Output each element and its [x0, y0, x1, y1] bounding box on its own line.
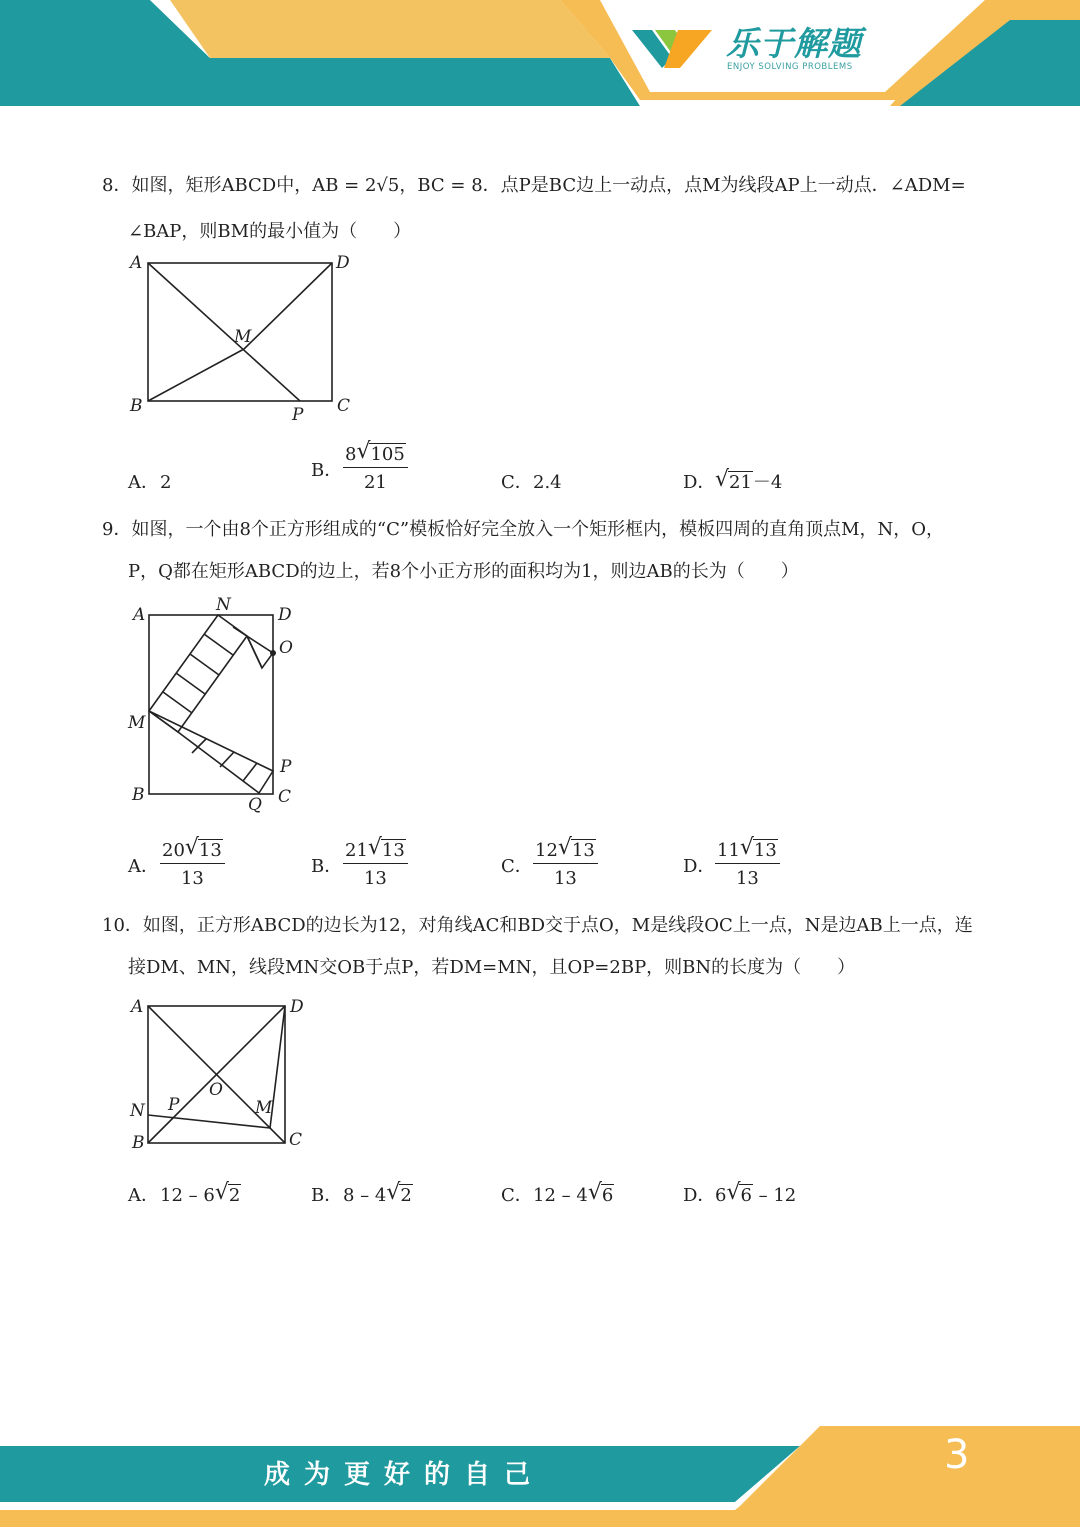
q9-label-c: C — [278, 787, 292, 807]
q8-label-c: C — [337, 396, 351, 416]
logo-subtitle: ENJOY SOLVING PROBLEMS — [727, 62, 853, 72]
q10-label-p: P — [168, 1095, 180, 1115]
q9-line2: P，Q都在矩形ABCD的边上，若8个小正方形的面积均为1，则边AB的长为（ ） — [128, 561, 799, 582]
q9-label-d: D — [278, 605, 292, 625]
header-banner — [0, 0, 1080, 115]
q9-option-d: D． $\frac{11√ 13}{13}$ — [683, 840, 780, 889]
q8-option-b: B． $\frac{8√ 105}{21}$ — [311, 444, 408, 493]
q9-label-b: B — [132, 785, 145, 805]
q8-label-m: M — [234, 327, 252, 347]
q9-label-o: O — [279, 638, 293, 658]
q10-option-b: B．8 – 4√ 2 — [311, 1181, 413, 1207]
q8-option-d: D．√ 21－4 — [683, 468, 782, 494]
q10-label-b: B — [132, 1133, 145, 1153]
q10-option-d: D．6√ 6 – 12 — [683, 1181, 796, 1207]
q8-line1: 8．如图，矩形ABCD中，AB = 2√5，BC = 8．点P是BC边上一动点，点M为线段AP上一动点．∠ADM= — [102, 175, 966, 196]
q10-label-n: N — [130, 1101, 145, 1121]
q8-option-c: C．2.4 — [501, 472, 562, 493]
q10-label-a: A — [131, 997, 144, 1017]
q8-label-b: B — [130, 396, 143, 416]
q8-figure — [120, 248, 360, 428]
q9-label-p: P — [280, 757, 292, 777]
q8-label-p: P — [292, 405, 304, 425]
q8-label-d: D — [336, 253, 350, 273]
q9-label-a: A — [133, 605, 146, 625]
q10-label-m: M — [255, 1098, 273, 1118]
logo-title: 乐于解题 — [726, 24, 862, 63]
footer-slogan: 成为更好的自己 — [264, 1460, 545, 1490]
q10-line2: 接DM、MN，线段MN交OB于点P，若DM=MN，且OP=2BP，则BN的长度为（ ） — [128, 957, 856, 978]
q10-label-o: O — [209, 1080, 223, 1100]
q9-figure — [120, 592, 320, 822]
q10-label-c: C — [289, 1130, 303, 1150]
q10-label-d: D — [290, 997, 304, 1017]
q8-line2: ∠BAP，则BM的最小值为（ ） — [128, 221, 412, 242]
q8-option-a: A．2 — [128, 472, 172, 493]
q9-label-n: N — [216, 595, 231, 615]
q10-option-a: A．12 – 6√ 2 — [128, 1181, 241, 1207]
q9-label-m: M — [128, 713, 146, 733]
q9-point-o — [270, 650, 276, 656]
q10-option-c: C．12 – 4√ 6 — [501, 1181, 614, 1207]
q9-option-a: A． $\frac{20√ 13}{13}$ — [128, 840, 225, 889]
q10-line1: 10．如图，正方形ABCD的边长为12，对角线AC和BD交于点O，M是线段OC上一点，N是边AB上一点，连 — [102, 915, 973, 936]
q10-figure — [120, 990, 320, 1160]
q9-option-c: C． $\frac{12√ 13}{13}$ — [501, 840, 598, 889]
q9-line1: 9．如图，一个由8个正方形组成的“C”模板恰好完全放入一个矩形框内，模板四周的直角顶点M，N，O， — [102, 519, 945, 540]
q8-label-a: A — [130, 253, 143, 273]
q9-option-b: B． $\frac{21√ 13}{13}$ — [311, 840, 408, 889]
q9-label-q: Q — [248, 795, 262, 815]
page-number: 3 — [944, 1432, 970, 1478]
